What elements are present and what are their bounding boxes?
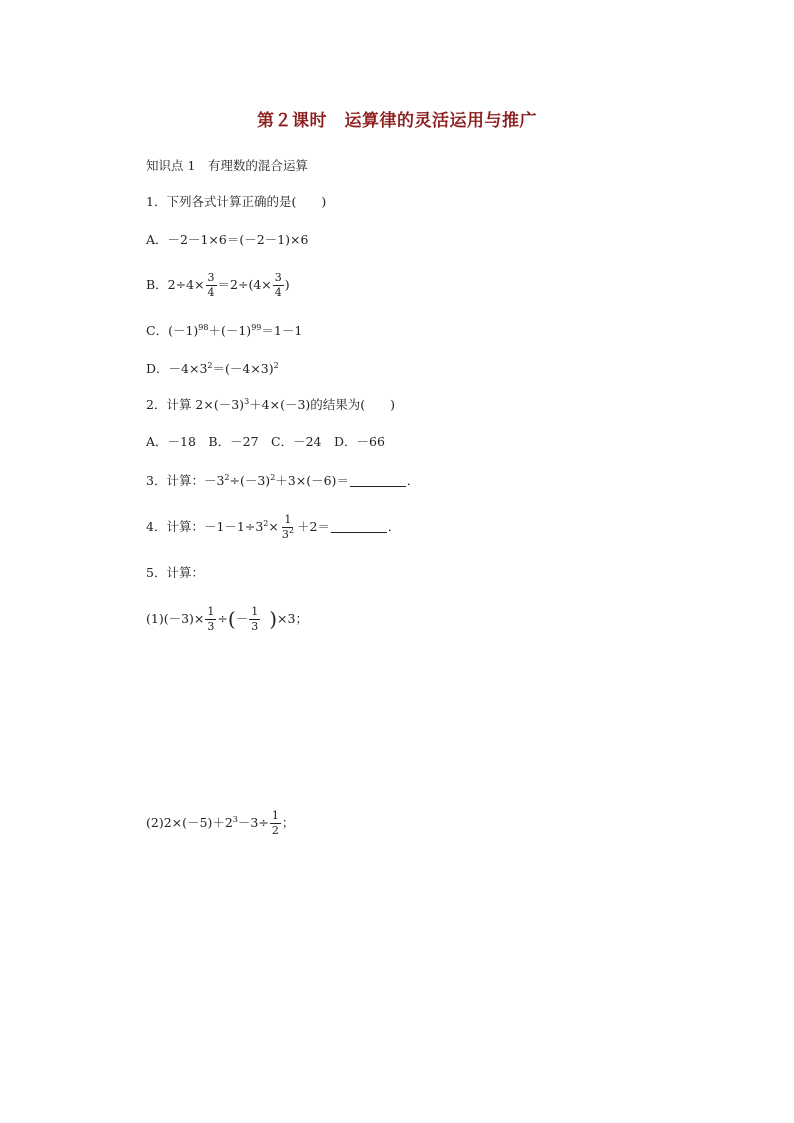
question-1-option-a: A．－2－1×6＝(－2－1)×6: [146, 232, 309, 247]
fraction-numerator: 1: [271, 809, 279, 822]
exponent: 3: [232, 815, 238, 824]
negative-sign: －: [235, 611, 249, 626]
question-4-part: ×: [268, 519, 279, 534]
exponent: 2: [207, 361, 213, 370]
exponent: 98: [198, 323, 209, 332]
sub-2-part: (2)2×(－5)＋2: [146, 815, 233, 830]
exponent: 3: [244, 397, 250, 406]
fraction-numerator: 3: [207, 271, 215, 284]
exponent: 2: [288, 526, 294, 535]
sub-2-part: －3÷: [237, 815, 269, 830]
fraction: [205, 606, 216, 633]
question-5-sub-1: [146, 606, 308, 633]
exponent: 2: [273, 361, 279, 370]
question-3-part: 3．计算：－3: [146, 473, 225, 488]
question-1-option-d: [146, 361, 279, 377]
right-paren: ): [269, 607, 278, 631]
exponent: 99: [251, 323, 262, 332]
fraction-denominator: 4: [207, 286, 215, 299]
option-b-suffix: ): [284, 277, 290, 292]
sub-1-part: ÷: [217, 611, 228, 626]
question-3-end: ．: [406, 473, 420, 488]
fraction-denominator: 2: [271, 824, 279, 837]
question-3-part: ÷(－3): [229, 473, 271, 488]
question-5-stem: 5．计算：: [146, 565, 204, 580]
sub-1-part: (1)(－3)×: [146, 611, 205, 626]
sub-2-end: ；: [281, 815, 295, 830]
question-4-part: ＋2＝: [296, 519, 330, 534]
question-3: [146, 473, 419, 489]
fraction-denominator: [280, 528, 296, 541]
option-b-middle: ＝2÷(4×: [217, 277, 272, 292]
fraction-numerator: 1: [207, 605, 215, 618]
denominator-base: 3: [281, 528, 289, 541]
answer-blank[interactable]: [331, 520, 387, 533]
exponent: 2: [263, 519, 269, 528]
section-heading: 知识点 1 有理数的混合运算: [146, 158, 308, 173]
fraction-numerator: 1: [251, 605, 259, 618]
question-5-sub-2: [146, 810, 294, 837]
exponent: 2: [270, 473, 276, 482]
question-3-part: ＋3×(－6)＝: [275, 473, 349, 488]
option-d-part: D．－4×3: [146, 361, 208, 376]
question-2-options: A．－18 B．－27 C．－24 D．－66: [146, 434, 385, 449]
fraction-numerator: 3: [274, 271, 282, 284]
fraction: [270, 810, 281, 837]
question-2-part: ＋4×(－3)的结果为( ): [249, 397, 396, 412]
left-paren: (: [227, 607, 236, 631]
fraction-denominator: 4: [274, 286, 282, 299]
option-c-part: ＝1－1: [261, 323, 303, 338]
question-4-part: 4．计算：－1－1÷3: [146, 519, 264, 534]
fraction-numerator: 1: [284, 513, 292, 526]
fraction-denominator: 3: [207, 620, 215, 633]
option-c-part: ＋(－1): [208, 323, 252, 338]
option-c-part: C．(－1): [146, 323, 199, 338]
fraction-denominator: 3: [251, 620, 259, 633]
question-1-stem: 1．下列各式计算正确的是( ): [146, 194, 327, 209]
question-4-end: ．: [387, 519, 401, 534]
fraction: [280, 514, 296, 541]
question-2-part: 2．计算 2×(－3): [146, 397, 245, 412]
fraction: [273, 272, 284, 299]
fraction: [206, 272, 217, 299]
question-1-option-c: [146, 323, 302, 339]
sub-1-part: ×3；: [277, 611, 308, 626]
question-1-option-b: [146, 272, 290, 299]
option-d-part: ＝(－4×3): [212, 361, 274, 376]
page-title: 第２课时 运算律的灵活运用与推广: [257, 111, 537, 131]
question-4: [146, 514, 400, 541]
question-2-stem: [146, 397, 395, 413]
option-b-prefix: B．2÷4×: [146, 277, 205, 292]
answer-blank[interactable]: [350, 474, 406, 487]
fraction: [249, 606, 260, 633]
exponent: 2: [224, 473, 230, 482]
